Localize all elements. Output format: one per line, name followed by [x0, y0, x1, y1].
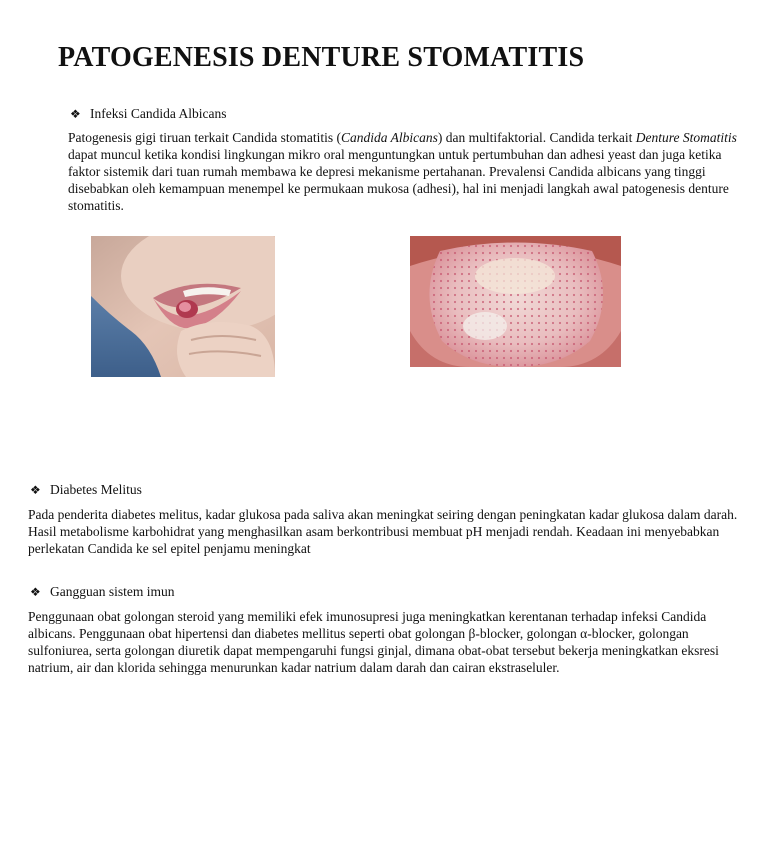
section-body-diabetes: Pada penderita diabetes melitus, kadar glukosa pada saliva akan meningkat seiring dengan peningkatan kadar glukosa dalam darah. Hasil metabolisme karbohidrat yang menghasilkan asam berkontribusi membuat pH menjadi rendah. Keadaan ini menyebabkan perlekatan Candida ke sel epitel penjamu meningkat: [28, 507, 738, 556]
section-heading-label: Gangguan sistem imun: [50, 584, 175, 599]
body-text: Patogenesis gigi tiruan terkait Candida stomatitis (: [68, 130, 341, 145]
body-italic: Candida Albicans: [340, 130, 438, 145]
section-heading-diabetes: [30, 482, 142, 498]
body-italic: Denture Stomatitis: [635, 130, 737, 145]
four-diamond-bullet-icon: ❖: [70, 107, 81, 121]
section-heading-immune: [30, 584, 175, 600]
page-title: PATOGENESIS DENTURE STOMATITIS: [58, 42, 585, 73]
section-heading-candida: [70, 106, 226, 122]
tongue-photo: [410, 236, 621, 367]
body-text: ) dan multifaktorial. Candida terkait: [437, 130, 636, 145]
section-body-candida: [68, 129, 740, 214]
section-body-immune: Penggunaan obat golongan steroid yang memiliki efek imunosupresi juga meningkatkan kerentanan terhadap infeksi Candida albicans. Penggunaan obat hipertensi dan diabetes mellitus seperti obat golongan β-blocker, golongan α-blocker, golongan sulfoniurea, serta golongan diuretik dapat mempengaruhi fungsi ginjal, dimana obat-obat tersebut bekerja meningkatkan eksresi natrium, air dan klorida sehingga menurunkan kadar natrium dalam darah dan cairan ekstraseluler.: [28, 609, 719, 675]
body-text: dapat muncul ketika kondisi lingkungan mikro oral menguntungkan untuk pertumbuhan dan adhesi yeast dan juga ketika faktor sistemik dari tuan rumah membawa ke depresi mekanisme pertahanan. Prevalensi Candida albicans yang tinggi disebabkan oleh kemampuan menempel ke permukaan mukosa (adhesi), hal ini menjadi langkah awal patogenesis denture stomatitis.: [68, 147, 729, 213]
four-diamond-bullet-icon: ❖: [30, 483, 41, 497]
lip-lesion-photo: [91, 236, 275, 377]
four-diamond-bullet-icon: ❖: [30, 585, 41, 599]
section-heading-label: Infeksi Candida Albicans: [90, 106, 227, 121]
section-heading-label: Diabetes Melitus: [50, 482, 142, 497]
